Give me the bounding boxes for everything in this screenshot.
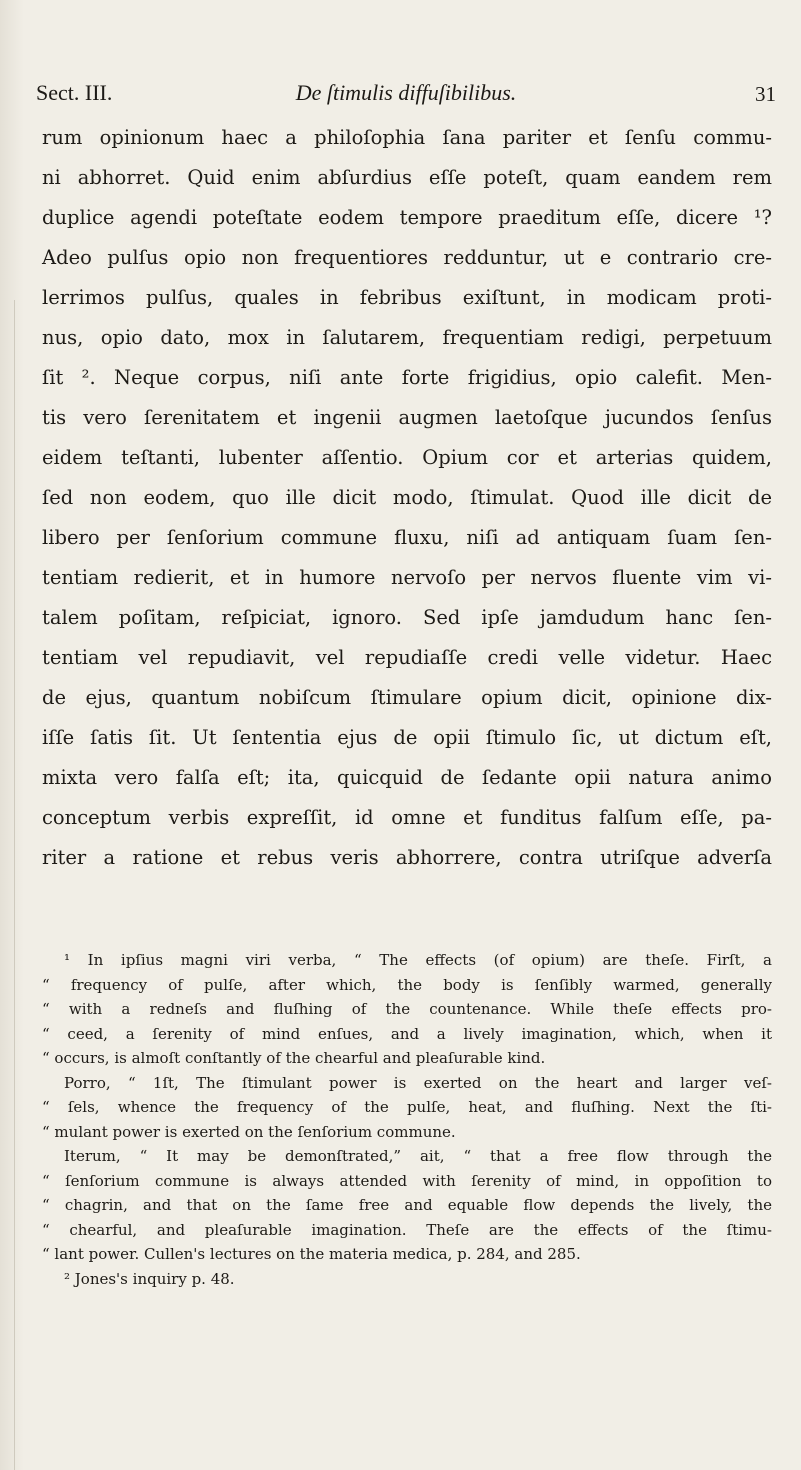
footnote-line: “ ſenſorium commune is always attended with ſerenity of mind, in oppoſition to xyxy=(42,1171,772,1190)
footnotes xyxy=(42,948,772,1291)
text-line: eidem teſtanti, lubenter aſſentio. Opium cor et arterias quidem, xyxy=(42,446,772,469)
text-line: tis vero ſerenitatem et ingenii augmen laetoſque jucundos ſenſus xyxy=(42,406,772,429)
footnote-line: “ lant power. Cullen's lectures on the materia medica, p. 284, and 285. xyxy=(42,1245,581,1263)
text-line: ni abhorret. Quid enim abſurdius eſſe poteſt, quam eandem rem xyxy=(42,166,772,189)
section-label: Sect. III. xyxy=(36,80,113,105)
text-line: mixta vero falſa eſt; ita, quicquid de ſedante opii natura animo xyxy=(42,766,772,789)
text-line: rum opinionum haec a philoſophia ſana pariter et ſenſu commu- xyxy=(42,126,772,149)
running-header xyxy=(36,80,776,116)
text-line: libero per ſenſorium commune fluxu, niſi ad antiquam ſuam ſen- xyxy=(42,526,772,549)
text-line: lerrimos pulſus, quales in febribus exiſtunt, in modicam proti- xyxy=(42,286,772,309)
footnote-line: “ mulant power is exerted on the ſenſorium commune. xyxy=(42,1122,456,1141)
running-title: De ſtimulis diffuſibilibus. xyxy=(295,80,517,105)
footnote-line: “ occurs, is almoſt conſtantly of the chearful and pleaſurable kind. xyxy=(42,1049,546,1067)
footnote-line: Porro, “ 1ſt, The ſtimulant power is exerted on the heart and larger veſ- xyxy=(64,1073,772,1092)
footnote-line: ¹ In ipſius magni viri verba, “ The effects (of opium) are theſe. Firſt, a xyxy=(64,951,772,969)
text-line: riter a ratione et rebus veris abhorrere, contra utriſque adverſa xyxy=(42,846,772,869)
binding-edge xyxy=(14,300,15,1470)
text-line: ſit ². Neque corpus, niſi ante forte frigidius, opio calefit. Men- xyxy=(42,366,772,389)
text-line: de ejus, quantum nobiſcum ſtimulare opium dicit, opinione dix- xyxy=(42,686,772,709)
footnote-line: “ ſels, whence the frequency of the pulſe, heat, and fluſhing. Next the ſti- xyxy=(42,1098,772,1116)
footnote-line: “ chearful, and pleaſurable imagination. Theſe are the effects of the ſtimu- xyxy=(42,1220,772,1239)
text-line: conceptum verbis expreſſit, id omne et funditus falſum eſſe, pa- xyxy=(42,806,772,829)
page-edge-shadow xyxy=(0,0,24,1470)
text-line: iſſe ſatis ſit. Ut ſententia ejus de opii ſtimulo ſic, ut dictum eſt, xyxy=(42,726,772,749)
footnote-line: Iterum, “ It may be demonſtrated,” ait, “ that a free flow through the xyxy=(64,1147,772,1165)
text-line: duplice agendi poteſtate eodem tempore praeditum eſſe, dicere ¹? xyxy=(42,206,772,229)
text-line: tentiam vel repudiavit, vel repudiaſſe credi velle videtur. Haec xyxy=(42,646,772,669)
main-text xyxy=(42,118,772,878)
page-number: 31 xyxy=(755,82,776,106)
text-line: Adeo pulſus opio non frequentiores redduntur, ut e contrario cre- xyxy=(42,246,772,269)
text-line: talem poſitam, reſpiciat, ignoro. Sed ipſe jamdudum hanc ſen- xyxy=(42,606,772,629)
text-line: tentiam redierit, et in humore nervoſo per nervos fluente vim vi- xyxy=(42,566,772,589)
footnote-line: “ with a redneſs and fluſhing of the countenance. While theſe effects pro- xyxy=(42,1000,772,1018)
footnote-line: “ frequency of pulſe, after which, the body is ſenſibly warmed, generally xyxy=(42,975,772,994)
footnote-line: “ chagrin, and that on the ſame free and equable flow depends the lively, the xyxy=(42,1196,772,1214)
text-line: nus, opio dato, mox in ſalutarem, frequentiam redigi, perpetuum xyxy=(42,326,772,349)
text-line: ſed non eodem, quo ille dicit modo, ſtimulat. Quod ille dicit de xyxy=(42,486,772,509)
footnote-line: “ ceed, a ſerenity of mind enſues, and a lively imagination, which, when it xyxy=(42,1024,772,1043)
footnote-line: ² Jones's inquiry p. 48. xyxy=(64,1269,235,1288)
